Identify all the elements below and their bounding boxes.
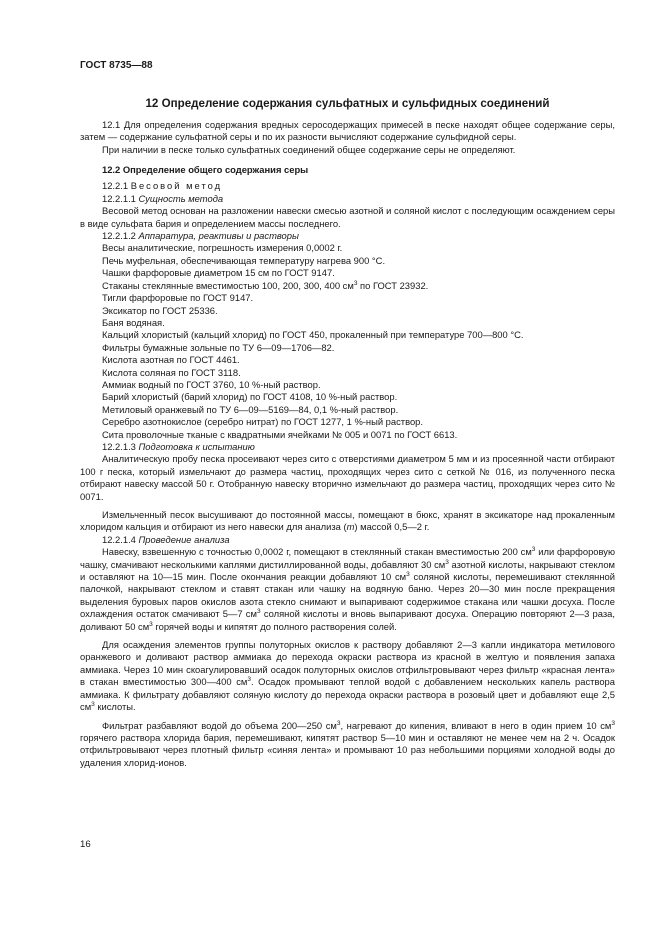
- essence-number: 12.2.1.1: [102, 192, 136, 204]
- preparation-number: 12.2.1.3: [102, 440, 136, 452]
- equipment-item: Печь муфельная, обеспечивающая температуру нагрева 900 °С.: [102, 254, 386, 266]
- section-title: 12 Определение содержания сульфатных и сульфидных соединений: [145, 97, 550, 111]
- equipment-item: Баня водяная.: [102, 316, 165, 328]
- equipment-heading: [80, 230, 615, 242]
- equipment-item: Кальций хлористый (кальций хлорид) по ГОСТ 450, прокаленный при температуре 700—800 °С.: [102, 329, 524, 341]
- equipment-item: Метиловый оранжевый по ТУ 6—09—5169—84, 0,1 %-ный раствор.: [102, 403, 399, 415]
- method-name: Весовой метод: [130, 180, 223, 192]
- preparation-paragraph: Аналитическую пробу песка просеивают через сито с отверстиями диаметром 5 мм и из просеянной части отбирают 100 г песка, который измельчают до размера частиц, проходящих через сито с сеткой № 016, из полученного песка отбирают навеску массой 50 г. Отобранную навеску вторично измельчают до размера частиц, проходящих через сито № 0071.: [80, 453, 615, 502]
- equipment-item: Аммиак водный по ГОСТ 3760, 10 %-ный раствор.: [102, 378, 321, 390]
- equipment-item: Серебро азотнокислое (серебро нитрат) по ГОСТ 1277, 1 %-ный раствор.: [102, 416, 423, 428]
- preparation-title: Подготовка к испытанию: [138, 440, 255, 452]
- method-heading: [80, 180, 615, 192]
- analysis-title: Проведение анализа: [138, 533, 230, 545]
- subsection-title-12-2: 12.2 Определение общего содержания серы: [102, 164, 309, 176]
- equipment-item: Барий хлористый (барий хлорид) по ГОСТ 4108, 10 %-ный раствор.: [102, 391, 398, 403]
- essence-text: Весовой метод основан на разложении навески смесью азотной и соляной кислот с последующим осаждением серы в виде сульфата бария и определением массы последнего.: [80, 205, 615, 229]
- doc-id: ГОСТ 8735—88: [80, 60, 153, 71]
- equipment-title: Аппаратура, реактивы и растворы: [138, 230, 299, 242]
- essence-heading: [80, 193, 615, 205]
- paragraph-12-1: 12.1 Для определения содержания вредных серосодержащих примесей в песке находят общее содержание серы, затем — содержание сульфатной серы и по их разности вычисляют содержание сульфидной серы.: [80, 118, 615, 143]
- essence-title: Сущность метода: [138, 192, 224, 204]
- preparation-paragraph-storage: Измельченный песок высушивают до постоянной массы, помещают в бюкс, хранят в эксикаторе над прокаленным хлоридом кальция и отбирают из него навески для анализа (m) массой 0,5—2 г.: [80, 509, 615, 533]
- analysis-paragraph-3: Фильтрат разбавляют водой до объема 200—250 $см^3$, нагревают до кипения, вливают в него в один прием 10 $см^3$ горячего раствора хлорида бария, перемешивают, кипятят раствор 5—10 мин и оставляют не менее чем на 2 ч. Осадок отфильтровывают через плотный фильтр «синяя лента» и промывают 10 раз небольшими порциями холодной воды до удаления хлорид-ионов.: [80, 719, 615, 768]
- equipment-item: Кислота соляная по ГОСТ 3118.: [102, 366, 241, 378]
- equipment-item: Чашки фарфоровые диаметром 15 см по ГОСТ 9147.: [102, 267, 335, 279]
- analysis-heading: [80, 534, 615, 546]
- paragraph-12-1-note: При наличии в песке только сульфатных соединений общее содержание серы не определяют.: [102, 143, 516, 155]
- analysis-number: 12.2.1.4: [102, 533, 136, 545]
- equipment-item: Эксикатор по ГОСТ 25336.: [102, 304, 218, 316]
- equipment-item: Кислота азотная по ГОСТ 4461.: [102, 354, 240, 366]
- equipment-number: 12.2.1.2: [102, 230, 136, 242]
- equipment-item-glassware: Стаканы стеклянные вместимостью 100, 200, 300, 400 $см^3$ по ГОСТ 23932.: [102, 279, 429, 291]
- preparation-heading: [80, 441, 615, 453]
- document-page: [80, 60, 615, 769]
- analysis-paragraph-2: Для осаждения элементов группы полуторных окислов к раствору добавляют 2—3 капли индикатора метилового оранжевого и доливают раствор аммиака до перехода окраски раствора из красной в желтую и появления запаха аммиака. Через 10 мин скоагулировавший осадок полуторных окислов отфильтровывают через фильтр «красная лента» в стакан вместимостью 300—400 $см^3$. Осадок промывают теплой водой с добавлением нескольких капель раствора аммиака. К фильтрату добавляют соляную кислоту до перехода окраски раствора в розовый цвет и добавляют еще 2,5 $см^3$ кислоты.: [80, 639, 615, 713]
- equipment-item: Весы аналитические, погрешность измерения 0,0002 г.: [102, 242, 343, 254]
- analysis-paragraph-1: Навеску, взвешенную с точностью 0,0002 г, помещают в стеклянный стакан вместимостью 200 $см^3$ или фарфоровую чашку, смачивают несколькими каплями дистиллированной воды, добавляют 30 $см^3$ азотной кислоты, накрывают стеклом и оставляют на 10—15 мин. После окончания реакции добавляют 10 $см^3$ соляной кислоты, перемешивают стеклянной палочкой, накрывают стеклом и ставят стакан или чашку на водяную баню. Через 20—30 мин после прекращения выделения буровых паров окислов азота стекло снимают и выпаривают содержимое стакана или чашки досуха. После охлаждения остаток смачивают 5—7 $см^3$ соляной кислоты и вновь выпаривают досуха. Операцию повторяют 2—3 раза, доливают 50 $см^3$ горячей воды и кипятят до полного растворения солей.: [80, 546, 615, 632]
- equipment-item: Тигли фарфоровые по ГОСТ 9147.: [102, 292, 254, 304]
- method-number: 12.2.1: [102, 180, 129, 192]
- equipment-item: Сита проволочные тканые с квадратными ячейками № 005 и 0071 по ГОСТ 6613.: [102, 428, 458, 440]
- page-number: 16: [80, 839, 91, 850]
- equipment-item: Фильтры бумажные зольные по ТУ 6—09—1706—82.: [102, 341, 335, 353]
